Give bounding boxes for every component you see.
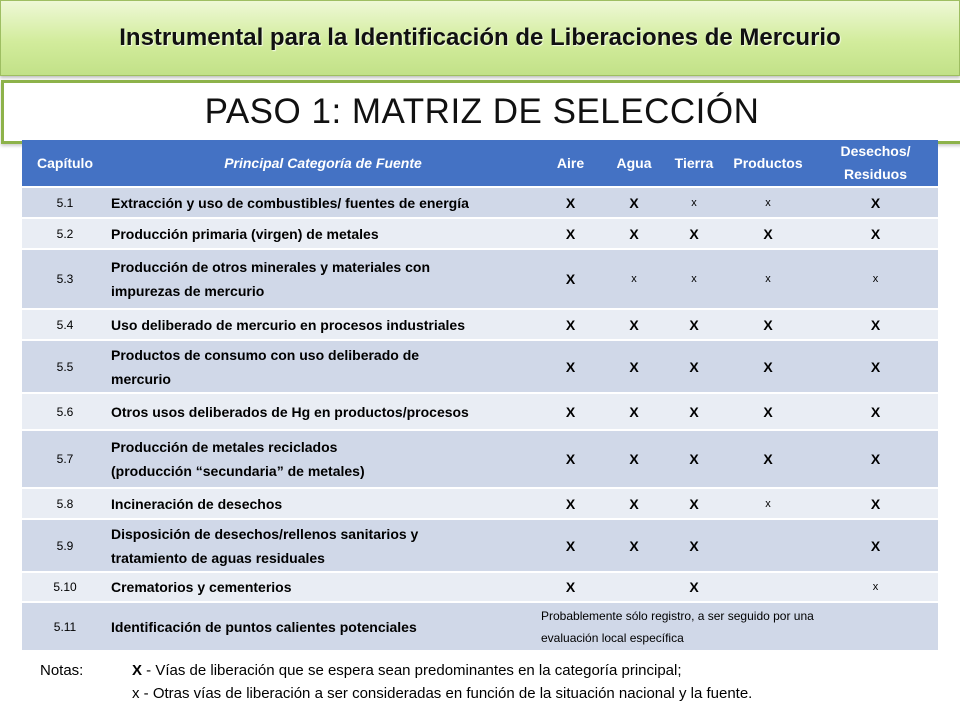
waste-mark: X [813,218,938,249]
air-mark: X [538,393,603,430]
waste-mark: X [813,519,938,572]
table-row [22,309,938,340]
note-line2: evaluación local específica [541,630,684,645]
water-mark: X [603,519,665,572]
category-cell: Extracción y uso de combustibles/ fuentes de energía [108,187,538,218]
chapter-cell: 5.2 [22,218,108,249]
table-row [22,519,938,572]
category-cell [108,249,538,309]
header-air: Aire [538,140,603,187]
waste-mark: X [813,340,938,393]
water-mark: X [603,430,665,488]
waste-mark: X [813,187,938,218]
products-mark: X [723,393,813,430]
chapter-cell: 5.11 [22,602,108,650]
note-predominant [132,659,682,682]
table-row [22,340,938,393]
chapter-cell: 5.5 [22,340,108,393]
products-mark [723,519,813,572]
banner-title: Instrumental para la Identificación de Liberaciones de Mercurio [119,24,841,51]
products-mark: x [723,249,813,309]
header-products: Productos [723,140,813,187]
note-text-minor: - Otras vías de liberación a ser consideradas en función de la situación nacional y la fuente. [139,685,753,702]
step-title-box [1,80,960,144]
table-row [22,488,938,519]
air-mark: X [538,249,603,309]
selection-matrix [22,140,938,650]
chapter-cell: 5.8 [22,488,108,519]
water-mark: x [603,249,665,309]
category-cell [108,430,538,488]
chapter-cell: 5.1 [22,187,108,218]
land-mark: X [665,488,723,519]
title-banner [0,0,960,76]
row-511-note [538,602,938,650]
chapter-cell: 5.6 [22,393,108,430]
products-mark: X [723,430,813,488]
category-cell: Uso deliberado de mercurio en procesos industriales [108,309,538,340]
header-water: Agua [603,140,665,187]
category-cell: Crematorios y cementerios [108,572,538,602]
table-row [22,249,938,309]
category-cell: Otros usos deliberados de Hg en productos/procesos [108,393,538,430]
water-mark: X [603,187,665,218]
land-mark: x [665,249,723,309]
category-line2: mercurio [111,370,171,387]
products-mark [723,572,813,602]
header-category: Principal Categoría de Fuente [108,140,538,187]
land-mark: X [665,519,723,572]
chapter-cell: 5.9 [22,519,108,572]
land-mark: X [665,430,723,488]
air-mark: X [538,572,603,602]
products-mark: x [723,187,813,218]
water-mark: X [603,488,665,519]
note-line1: Probablemente sólo registro, a ser seguido por una [541,608,814,623]
table-row [22,430,938,488]
category-cell: Incineración de desechos [108,488,538,519]
table-row [22,393,938,430]
table-row [22,187,938,218]
water-mark: X [603,218,665,249]
air-mark: X [538,488,603,519]
table-row [22,218,938,249]
note-text-major: - Vías de liberación que se espera sean predominantes en la categoría principal; [142,662,682,679]
products-mark: X [723,340,813,393]
products-mark: x [723,488,813,519]
waste-mark: X [813,393,938,430]
water-mark: X [603,393,665,430]
water-mark: X [603,309,665,340]
waste-mark: X [813,430,938,488]
category-line2: (producción “secundaria” de metales) [111,463,365,479]
note-key-major: X [132,662,143,679]
category-line2: impurezas de mercurio [111,283,265,299]
chapter-cell: 5.4 [22,309,108,340]
land-mark: X [665,393,723,430]
category-line1: Productos de consumo con uso deliberado de [111,346,420,363]
category-cell [108,340,538,393]
note-key-minor: x [132,685,140,702]
land-mark: X [665,340,723,393]
header-row [22,140,938,187]
air-mark: X [538,187,603,218]
category-cell [108,519,538,572]
water-mark [603,572,665,602]
table-row [22,602,938,650]
category-cell: Identificación de puntos calientes potenciales [108,602,538,650]
step-title: PASO 1: MATRIZ DE SELECCIÓN [204,92,760,131]
air-mark: X [538,430,603,488]
category-cell: Producción primaria (virgen) de metales [108,218,538,249]
chapter-cell: 5.7 [22,430,108,488]
waste-mark: X [813,309,938,340]
waste-mark: x [813,249,938,309]
land-mark: X [665,309,723,340]
header-land: Tierra [665,140,723,187]
air-mark: X [538,519,603,572]
chapter-cell: 5.3 [22,249,108,309]
air-mark: X [538,218,603,249]
water-mark: X [603,340,665,393]
category-line1: Producción de otros minerales y materiales con [111,259,430,275]
header-waste [813,140,938,187]
land-mark: X [665,218,723,249]
chapter-cell: 5.10 [22,572,108,602]
waste-mark: X [813,488,938,519]
header-chapter: Capítulo [22,140,108,187]
products-mark: X [723,309,813,340]
land-mark: X [665,572,723,602]
notes-label: Notas: [40,662,84,679]
note-other [132,682,752,705]
header-waste-line1: Desechos/ [840,143,911,159]
air-mark: X [538,340,603,393]
category-line1: Producción de metales reciclados [111,439,338,455]
header-waste-line2: Residuos [843,166,907,182]
products-mark: X [723,218,813,249]
table-row [22,572,938,602]
category-line2: tratamiento de aguas residuales [111,549,325,566]
air-mark: X [538,309,603,340]
land-mark: x [665,187,723,218]
waste-mark: x [813,572,938,602]
category-line1: Disposición de desechos/rellenos sanitarios y [111,525,419,542]
